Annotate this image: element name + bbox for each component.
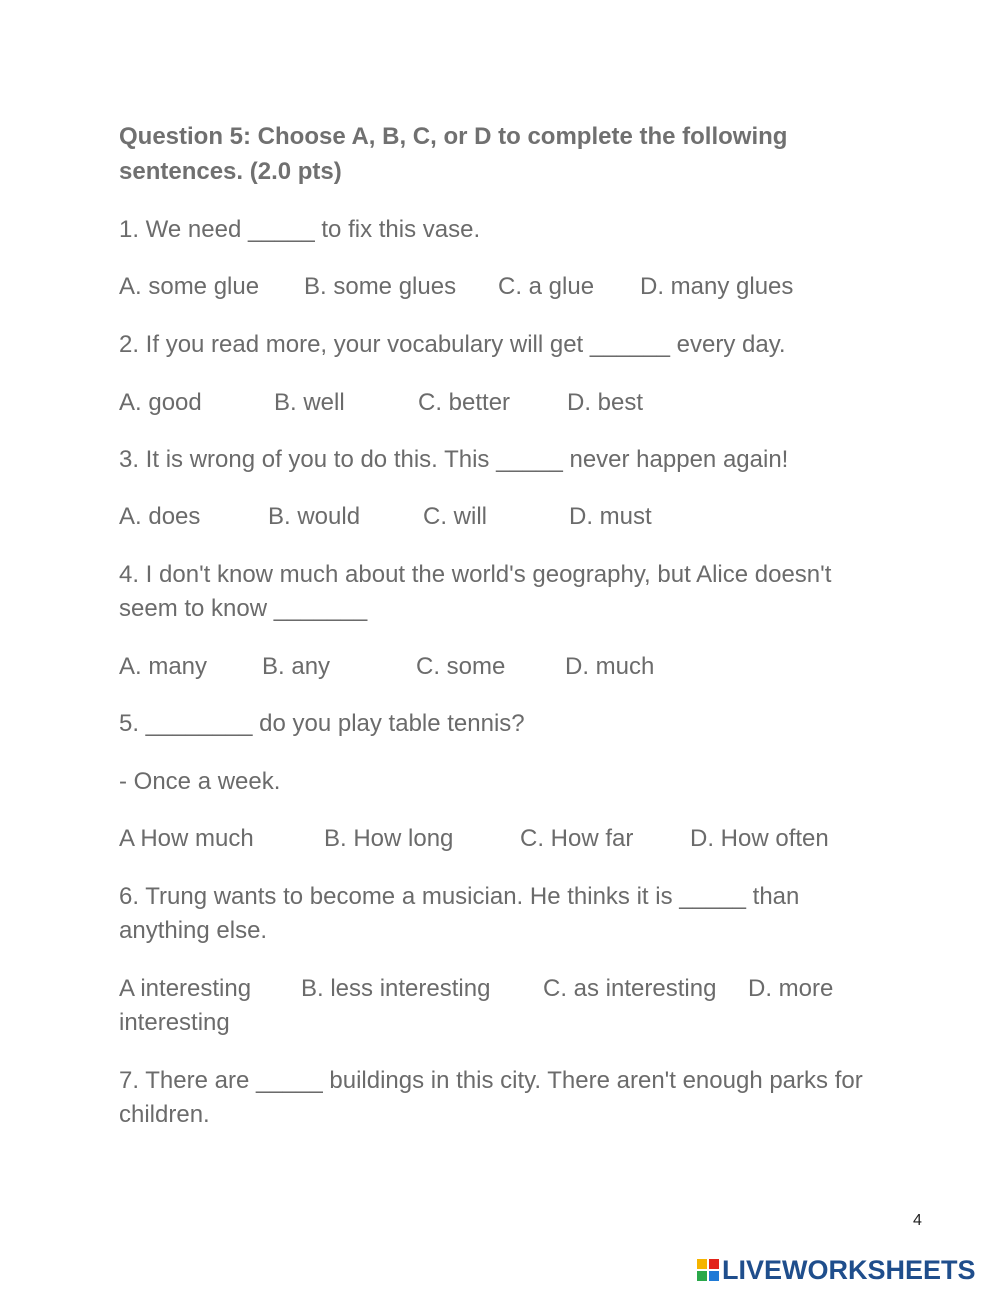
question-2-option-d: D. best xyxy=(567,389,644,416)
question-6-option-c: C. as interesting xyxy=(543,975,717,1002)
logo-block xyxy=(709,1271,719,1281)
question-1-option-a: A. some glue xyxy=(119,273,260,300)
question-3-option-b: B. would xyxy=(268,503,361,530)
question-4-option-a: A. many xyxy=(119,653,208,680)
question-3-option-a: A. does xyxy=(119,503,201,530)
question-3-option-d: D. must xyxy=(569,503,652,530)
logo-brand-text: LIVEWORKSHEETS xyxy=(722,1254,976,1285)
question-heading-line-2: sentences. (2.0 pts) xyxy=(119,158,342,185)
logo-block xyxy=(709,1259,719,1269)
question-4-option-c: C. some xyxy=(416,653,506,680)
logo-block xyxy=(697,1271,707,1281)
question-6-option-a: A interesting xyxy=(119,975,252,1002)
question-2-stem: 2. If you read more, your vocabulary will get ______ every day. xyxy=(119,331,786,358)
question-1-option-b: B. some glues xyxy=(304,273,457,300)
question-4-stem-line-2: seem to know _______ xyxy=(119,595,368,622)
question-6-stem-line-1: 6. Trung wants to become a musician. He thinks it is _____ than xyxy=(119,883,800,910)
question-3-stem: 3. It is wrong of you to do this. This _____ never happen again! xyxy=(119,446,789,473)
question-2-option-b: B. well xyxy=(274,389,345,416)
question-7-stem-line-1: 7. There are _____ buildings in this city. There aren't enough parks for xyxy=(119,1067,863,1094)
question-5-stem: 5. ________ do you play table tennis? xyxy=(119,710,525,737)
question-2-option-a: A. good xyxy=(119,389,202,416)
logo-blocks-icon xyxy=(697,1259,719,1281)
question-5-option-b: B. How long xyxy=(324,825,454,852)
question-6-stem-line-2: anything else. xyxy=(119,917,268,944)
question-3-option-c: C. will xyxy=(423,503,487,530)
question-6-option-d: D. more xyxy=(748,975,834,1002)
question-5-option-d: D. How often xyxy=(690,825,829,852)
question-4-option-d: D. much xyxy=(565,653,655,680)
question-5-option-c: C. How far xyxy=(520,825,634,852)
logo-block xyxy=(697,1259,707,1269)
question-4-stem-line-1: 4. I don't know much about the world's geography, but Alice doesn't xyxy=(119,561,832,588)
question-heading-line-1: Question 5: Choose A, B, C, or D to complete the following xyxy=(119,123,788,150)
question-5-option-a: A How much xyxy=(119,825,254,852)
question-6-option-d-continued: interesting xyxy=(119,1009,230,1036)
page-number: 4 xyxy=(913,1212,922,1229)
question-1-option-c: C. a glue xyxy=(498,273,595,300)
question-4-option-b: B. any xyxy=(262,653,331,680)
liveworksheets-logo[interactable] xyxy=(697,1253,976,1287)
question-7-stem-line-2: children. xyxy=(119,1101,210,1128)
question-5-answer-line: - Once a week. xyxy=(119,768,281,795)
question-6-option-b: B. less interesting xyxy=(301,975,491,1002)
question-2-option-c: C. better xyxy=(418,389,511,416)
question-1-option-d: D. many glues xyxy=(640,273,794,300)
question-1-stem: 1. We need _____ to fix this vase. xyxy=(119,216,481,243)
